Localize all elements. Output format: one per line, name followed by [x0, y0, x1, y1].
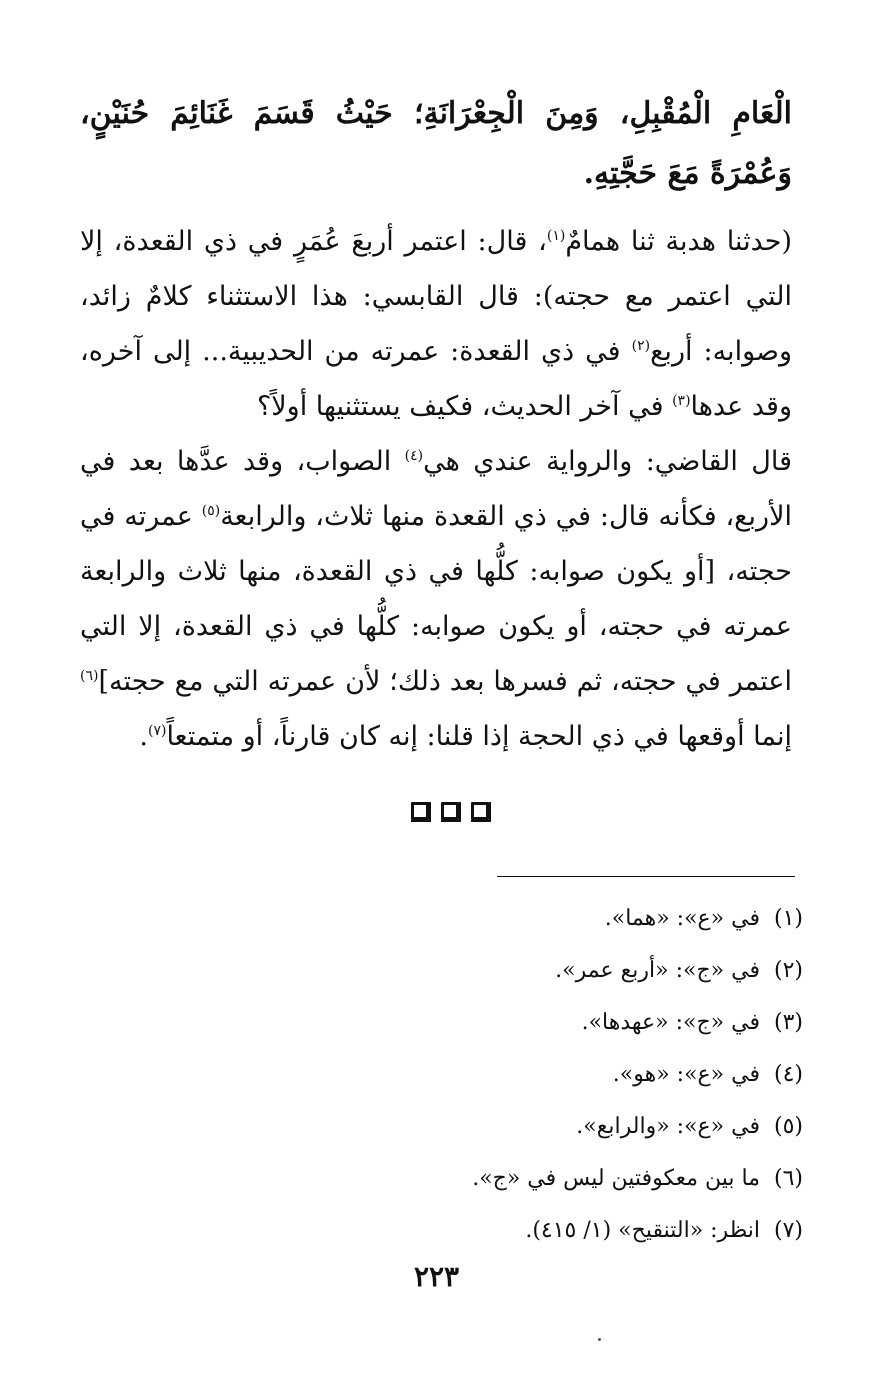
- text-run: في ذي القعدة: عمرته من الحديبية... إلى آخره، وقد عدها: [80, 336, 792, 422]
- square-ornament-icon: [411, 802, 429, 820]
- footnotes-list: [103, 893, 803, 1257]
- footnote-ref-7[interactable]: (٧): [147, 723, 167, 739]
- footnote-text: ما بين معكوفتين ليس في «ج».: [472, 1166, 760, 1191]
- footnote-text: في «ع»: «هو».: [612, 1062, 760, 1087]
- square-ornament-icon: [471, 802, 489, 820]
- commentary-paragraph-1: [80, 214, 792, 434]
- footnote-number: (٣): [773, 1010, 803, 1035]
- scan-speck: [598, 1338, 601, 1341]
- footnote-ref-1[interactable]: (١): [546, 228, 566, 244]
- hadith-text: الْعَامِ الْمُقْبِلِ، وَمِنَ الْجِعْرَانَةِ؛ حَيْثُ قَسَمَ غَنَائِمَ حُنَيْنٍ، وَعُمْرَةً مَعَ حَجَّتِهِ.: [80, 96, 792, 191]
- footnote-item: [103, 1205, 803, 1257]
- footnote-number: (٢): [773, 958, 803, 983]
- footnote-item: [103, 893, 803, 945]
- footnote-item: [103, 1153, 803, 1205]
- footnote-text: في «ج»: «أربع عمر».: [555, 958, 760, 983]
- footnote-number: (٧): [773, 1218, 803, 1243]
- text-run: الصواب، وقد عدَّها بعد في الأربع، فكأنه قال: في ذي القعدة منها ثلاث، والرابعة: [80, 446, 792, 532]
- footnote-ref-5[interactable]: (٥): [201, 503, 221, 519]
- footnote-divider: [497, 876, 795, 877]
- footnote-ref-4[interactable]: (٤): [404, 448, 424, 464]
- text-run: إنما أوقعها في ذي الحجة إذا قلنا: إنه كان قارناً، أو متمتعاً: [166, 721, 792, 752]
- footnote-text: في «ع»: «والرابع».: [576, 1114, 760, 1139]
- text-run: عمرته في حجته، [أو يكون صوابه: كلُّها في ذي القعدة، منها ثلاث والرابعة عمرته في حجته، أو يكون صوابه: كلُّها في ذي القعدة، إلا التي اعتمر في حجته، ثم فسرها بعد ذلك؛ لأن عمرته التي مع حجته]: [80, 501, 792, 697]
- footnote-ref-3[interactable]: (٣): [672, 393, 691, 409]
- footnote-number: (١): [773, 906, 803, 931]
- footnote-text: في «ج»: «عهدها».: [581, 1010, 760, 1035]
- footnote-ref-2[interactable]: (٢): [631, 338, 651, 354]
- footnote-item: [103, 997, 803, 1049]
- square-ornament-icon: [441, 802, 459, 820]
- footnote-text: في «ع»: «هما».: [604, 906, 760, 931]
- text-run: .: [139, 721, 148, 752]
- text-run: قال القاضي: والرواية عندي هي: [423, 446, 792, 477]
- footnote-ref-6[interactable]: (٦): [80, 668, 99, 684]
- footnote-number: (٤): [773, 1062, 803, 1087]
- text-run: في آخر الحديث، فكيف يستثنيها أولاً؟: [256, 391, 673, 422]
- text-run: ، قال: اعتمر أربعَ عُمَرٍ في ذي القعدة، إلا التي اعتمر مع حجته): قال القابسي: هذا الاستثناء كلامٌ زائد، وصوابه: أربع: [80, 226, 792, 367]
- section-separator: [400, 798, 500, 824]
- main-text: [80, 84, 792, 774]
- footnote-item: [103, 1049, 803, 1101]
- footnote-item: [103, 945, 803, 997]
- page-number: ٢٢٣: [413, 1260, 460, 1293]
- footnote-text: انظر: «التنقيح» (١/ ٤١٥).: [525, 1218, 760, 1243]
- commentary-paragraph-2: [80, 434, 792, 764]
- text-run: (حدثنا هدبة ثنا همامٌ: [565, 226, 792, 257]
- footnote-number: (٦): [773, 1166, 803, 1191]
- footnote-number: (٥): [773, 1114, 803, 1139]
- footnote-item: [103, 1101, 803, 1153]
